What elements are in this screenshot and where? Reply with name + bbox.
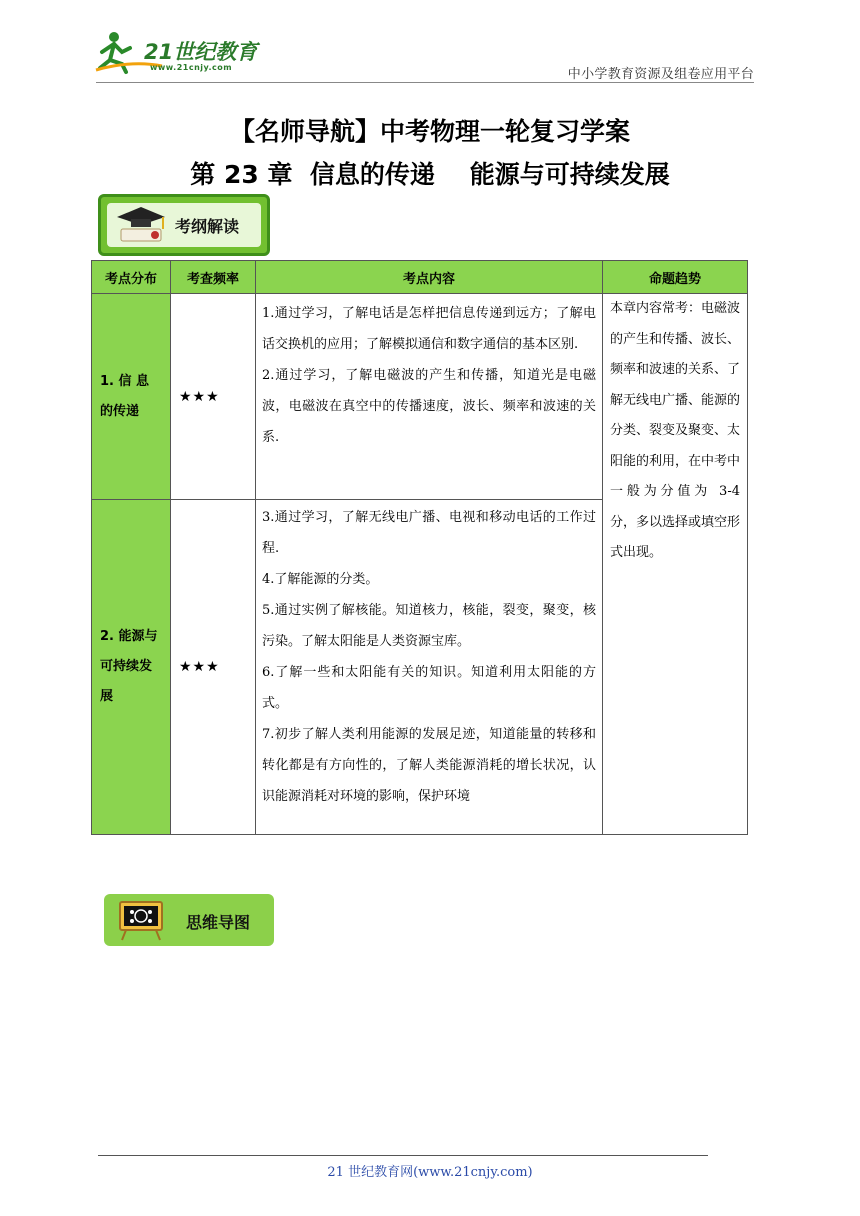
content-item: 3.通过学习，了解无线电广播、电视和移动电话的工作过程. <box>262 510 596 556</box>
header-frequency: 考查频率 <box>171 261 256 294</box>
logo-url: www.21cnjy.com <box>150 63 233 72</box>
graduation-cap-icon <box>115 203 167 245</box>
content-item: 6.了解一些和太阳能有关的知识。知道利用太阳能的方式。 <box>262 665 596 711</box>
frequency-stars: ★★★ <box>171 294 256 500</box>
table-row <box>92 294 748 500</box>
content-cell <box>256 500 603 835</box>
footer-divider <box>98 1155 708 1156</box>
content-item: 7.初步了解人类利用能源的发展足迹，知道能量的转移和转化都是有方向性的，了解人类能源消耗的增长状况，认识能源消耗对环境的影响，保护环境 <box>262 727 596 804</box>
point-cell: 2. 能源与可持续发展 <box>92 500 171 835</box>
content-item: 4.了解能源的分类。 <box>262 572 379 587</box>
header-divider <box>96 82 754 83</box>
table-header-row <box>92 261 748 294</box>
syllabus-banner-label: 考纲解读 <box>175 217 240 236</box>
site-logo <box>92 30 262 76</box>
frequency-stars: ★★★ <box>171 500 256 835</box>
syllabus-banner <box>98 194 270 256</box>
content-item: 2.通过学习，了解电磁波的产生和传播，知道光是电磁波，电磁波在真空中的传播速度，波长、频率和波速的关系. <box>262 368 596 445</box>
header-content: 考点内容 <box>256 261 603 294</box>
header-platform-text: 中小学教育资源及组卷应用平台 <box>567 67 754 82</box>
point-cell: 1. 信 息 的传递 <box>92 294 171 500</box>
blackboard-icon <box>116 898 166 942</box>
content-item: 1.通过学习，了解电话是怎样把信息传递到远方；了解电话交换机的应用；了解模拟通信和数字通信的基本区别. <box>262 306 596 352</box>
mindmap-banner <box>104 894 274 946</box>
logo-text: 21世纪教育 <box>144 40 258 64</box>
content-cell <box>256 294 603 500</box>
header-point: 考点分布 <box>92 261 171 294</box>
trend-cell: 本章内容常考：电磁波的产生和传播、波长、频率和波速的关系、了解无线电广播、能源的分类、裂变及聚变、太阳能的利用，在中考中一般为分值为 3-4 分，多以选择或填空形式出现。 <box>603 294 748 835</box>
header-trend: 命题趋势 <box>603 261 748 294</box>
mindmap-banner-label: 思维导图 <box>186 913 251 932</box>
footer-text: 21 世纪教育网(www.21cnjy.com) <box>327 1165 533 1180</box>
content-item: 5.通过实例了解核能。知道核力，核能，裂变，聚变，核污染。了解太阳能是人类资源宝库。 <box>262 603 596 649</box>
chapter-title: 第 23 章 信息的传递 能源与可持续发展 <box>190 160 670 189</box>
syllabus-table <box>91 260 748 835</box>
page-title: 【名师导航】中考物理一轮复习学案 <box>229 117 630 146</box>
